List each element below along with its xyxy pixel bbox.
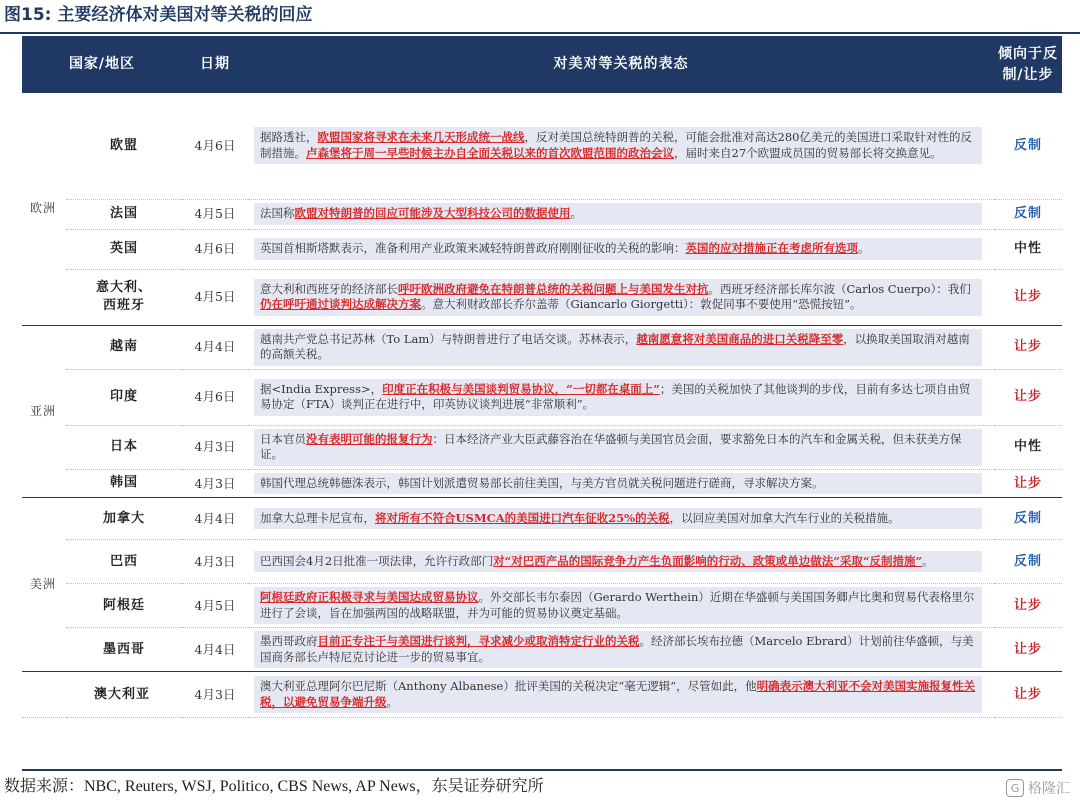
country-cell: 韩国 (109, 475, 138, 491)
response-text (254, 329, 982, 366)
highlighted-text: 卢森堡将于周一早些时候主办自全面关税以来的首次欧盟范围的政治会议 (306, 145, 674, 160)
highlighted-text: 呼吁欧洲政府避免在特朗普总统的关税问题上与美国发生对抗 (398, 281, 709, 296)
stance-cell: 让步 (1013, 641, 1042, 657)
date-cell: 4月3日 (194, 553, 236, 569)
response-segment: 意大利和西班牙的经济部长 (260, 281, 398, 296)
stance-cell: 反制 (1013, 206, 1042, 222)
region-cell: 亚洲 (30, 403, 57, 418)
response-segment: 。 (922, 553, 934, 568)
country-cell: 墨西哥 (102, 641, 145, 657)
highlighted-text: 仍在呼吁通过谈判达成解决方案 (260, 297, 421, 311)
highlighted-text: 将对所有不符合USMCA的美国进口汽车征收25%的关税 (375, 510, 670, 525)
response-segment: ，届时来自27个欧盟成员国的贸易部长将交换意见。 (674, 145, 942, 160)
highlighted-text: 印度正在积极与美国谈判贸易协议，“一切都在桌面上” (382, 381, 660, 396)
response-cell (248, 199, 994, 229)
date-cell: 4月4日 (194, 510, 236, 526)
response-cell (248, 369, 994, 425)
table-row (22, 469, 1062, 498)
date-cell: 4月5日 (194, 597, 236, 613)
response-segment: 加拿大总理卡尼宣布， (260, 510, 375, 525)
response-segment: 澳大利亚总理阿尔巴尼斯（Anthony Albanese）批评美国的关税决定“毫无逻辑”，尽管如此，他 (260, 679, 757, 693)
response-cell (248, 469, 994, 498)
country-cell: 加拿大 (102, 510, 145, 526)
response-segment: 。 (570, 206, 582, 221)
tariff-response-table (22, 36, 1062, 718)
table-body (22, 93, 1062, 718)
table-row (22, 199, 1062, 229)
response-cell (248, 269, 994, 325)
highlighted-text: 欧盟国家将寻求在未来几天形成统一战线 (317, 130, 525, 145)
response-cell (248, 229, 994, 269)
date-cell: 4月3日 (194, 475, 236, 491)
response-cell (248, 498, 994, 540)
response-segment: 据路透社， (260, 130, 318, 145)
date-cell: 4月5日 (194, 206, 236, 222)
response-segment: ；美国的关税加快了其他谈判的步伐，目前有多达七项自由贸易协定（FTA）谈判正在进行中，印英协议谈判进展“非常顺利”。 (260, 381, 971, 411)
table-header (22, 36, 1062, 93)
response-segment: 英国首相斯塔默表示，准备利用产业政策来减轻特朗普政府刚刚征收的关税的影响： (260, 241, 686, 256)
country-cell: 阿根廷 (102, 597, 145, 613)
response-segment: 韩国代理总统韩德洙表示，韩国计划派遣贸易部长前往美国，与美方官员就关税问题进行磋商，寻求解决方案。 (260, 475, 824, 490)
response-segment: 。 (858, 241, 870, 256)
response-segment: ，以换取美国取消对越南的高额关税。 (260, 331, 970, 361)
response-text (254, 631, 982, 668)
response-segment: 。外交部长韦尔泰因（Gerardo Werthein）近期在华盛顿与美国国务卿卢比奥和贸易代表格里尔进行了会谈，旨在加强两国的战略联盟，并为可能的贸易协议奠定基础。 (260, 590, 975, 620)
highlighted-text: 目前正专注于与美国进行谈判，寻求减少或取消特定行业的关税 (317, 634, 640, 648)
table-row (22, 325, 1062, 369)
response-text (254, 203, 982, 225)
highlighted-text: 明确表示澳大利亚不会对美国实施报复性关税，以避免贸易争端升级 (260, 679, 976, 709)
response-text (254, 551, 982, 573)
response-segment: 巴西国会4月2日批准一项法律，允许行政部门 (260, 553, 494, 568)
highlighted-text: 英国的应对措施正在考虑所有选项 (685, 241, 858, 256)
highlighted-text: 没有表明可能的报复行为 (306, 431, 433, 446)
watermark-logo-icon: G (1006, 779, 1024, 797)
date-cell: 4月6日 (194, 138, 236, 153)
date-cell: 4月4日 (194, 641, 236, 657)
response-text (254, 676, 982, 713)
date-cell: 4月4日 (194, 339, 236, 355)
response-text (254, 473, 982, 495)
date-cell: 4月6日 (194, 389, 236, 405)
response-cell (248, 540, 994, 584)
response-segment: ，反对美国总统特朗普的关税，可能会批准对高达280亿美元的美国进口采取针对性的反制措施。 (260, 130, 972, 160)
highlighted-text: 越南愿意将对美国商品的进口关税降至零 (636, 331, 844, 346)
bottom-rule (22, 769, 1062, 771)
response-text (254, 238, 982, 260)
response-cell (248, 584, 994, 628)
watermark (1006, 778, 1070, 798)
country-cell: 巴西 (109, 553, 138, 569)
table-row (22, 672, 1062, 718)
table-row (22, 540, 1062, 584)
header-stance: 倾向于反制/让步 (998, 45, 1058, 83)
stance-cell: 让步 (1013, 475, 1042, 491)
figure-title-text: 主要经济体对美国对等关税的回应 (57, 5, 313, 25)
stance-cell: 反制 (1013, 553, 1042, 569)
stance-cell: 让步 (1013, 597, 1042, 613)
response-cell (248, 628, 994, 672)
data-source: 数据来源：NBC, Reuters, WSJ, Politico, CBS News, AP News，东吴证券研究所 (4, 778, 544, 795)
response-segment: 。西班牙经济部长库尔波（Carlos Cuerpo）：我们 (708, 281, 971, 296)
table-row (22, 628, 1062, 672)
stance-cell: 反制 (1013, 510, 1042, 526)
response-text (254, 508, 982, 530)
highlighted-text: 阿根廷政府正积极寻求与美国达成贸易协议 (260, 590, 479, 604)
header-response: 对美对等关税的表态 (553, 55, 689, 72)
top-rule (0, 32, 1080, 34)
figure-title (4, 2, 312, 30)
stance-cell: 让步 (1013, 389, 1042, 405)
response-text (254, 429, 982, 466)
stance-cell: 中性 (1013, 241, 1042, 257)
response-segment: 越南共产党总书记苏林（To Lam）与特朗普进行了电话交谈。苏林表示， (260, 331, 637, 346)
stance-cell: 让步 (1013, 339, 1042, 355)
stance-cell: 让步 (1013, 686, 1042, 702)
country-cell: 日本 (109, 439, 138, 454)
stance-cell: 反制 (1013, 138, 1042, 153)
watermark-text: 格隆汇 (1028, 781, 1070, 797)
country-cell: 印度 (109, 389, 138, 404)
header-date: 日期 (200, 55, 230, 72)
table-row (22, 369, 1062, 425)
date-cell: 4月3日 (194, 686, 236, 702)
region-cell: 美洲 (30, 576, 57, 591)
stance-cell: 中性 (1013, 439, 1042, 455)
region-cell: 欧洲 (30, 201, 57, 215)
country-cell: 英国 (109, 241, 138, 256)
country-cell: 越南 (109, 339, 138, 354)
response-segment: 据<India Express>， (260, 381, 383, 396)
highlighted-text: 欧盟对特朗普的回应可能涉及大型科技公司的数据使用 (294, 206, 571, 221)
country-cell: 法国 (109, 206, 138, 221)
date-cell: 4月6日 (194, 241, 236, 257)
highlighted-text: 对“对巴西产品的国际竞争力产生负面影响的行动、政策或单边做法”采取“反制措施” (493, 553, 923, 568)
response-cell (248, 93, 994, 199)
date-cell: 4月5日 (194, 289, 236, 305)
response-segment: 墨西哥政府 (260, 634, 318, 648)
response-segment: ：日本经济产业大臣武藤容治在华盛顿与美国官员会面，要求豁免日本的汽车和金属关税，但未获美方保证。 (260, 431, 962, 461)
response-segment: 。经济部长埃布拉德（Marcelo Ebrard）计划前往华盛顿，与美国商务部长卢特尼克讨论进一步的贸易事宜。 (260, 634, 974, 664)
response-segment: 法国称 (260, 206, 295, 221)
header-region: 国家/地区 (68, 55, 136, 72)
response-segment: 。意大利财政部长乔尔盖蒂（Giancarlo Giorgetti）：敦促同事不要使用“恐慌按钮”。 (421, 297, 862, 311)
response-segment: 日本官员 (260, 431, 306, 446)
country-cell: 澳大利亚 (93, 686, 150, 702)
stance-cell: 让步 (1013, 289, 1042, 305)
table-row (22, 229, 1062, 269)
figure-number: 图15: (4, 5, 52, 25)
table-row (22, 425, 1062, 469)
response-cell (248, 672, 994, 718)
country-cell: 欧盟 (109, 137, 138, 153)
country-cell: 意大利、 西班牙 (95, 280, 152, 313)
response-text (254, 279, 982, 316)
response-text (254, 379, 982, 416)
response-text (254, 587, 982, 624)
response-segment: ，以回应美国对加拿大汽车行业的关税措施。 (669, 510, 900, 525)
table-row (22, 269, 1062, 325)
table-row (22, 93, 1062, 199)
response-cell (248, 425, 994, 469)
response-cell (248, 325, 994, 369)
table-row (22, 498, 1062, 540)
response-text (254, 127, 982, 164)
response-segment: 。 (386, 694, 398, 709)
table-row (22, 584, 1062, 628)
date-cell: 4月3日 (194, 439, 236, 455)
